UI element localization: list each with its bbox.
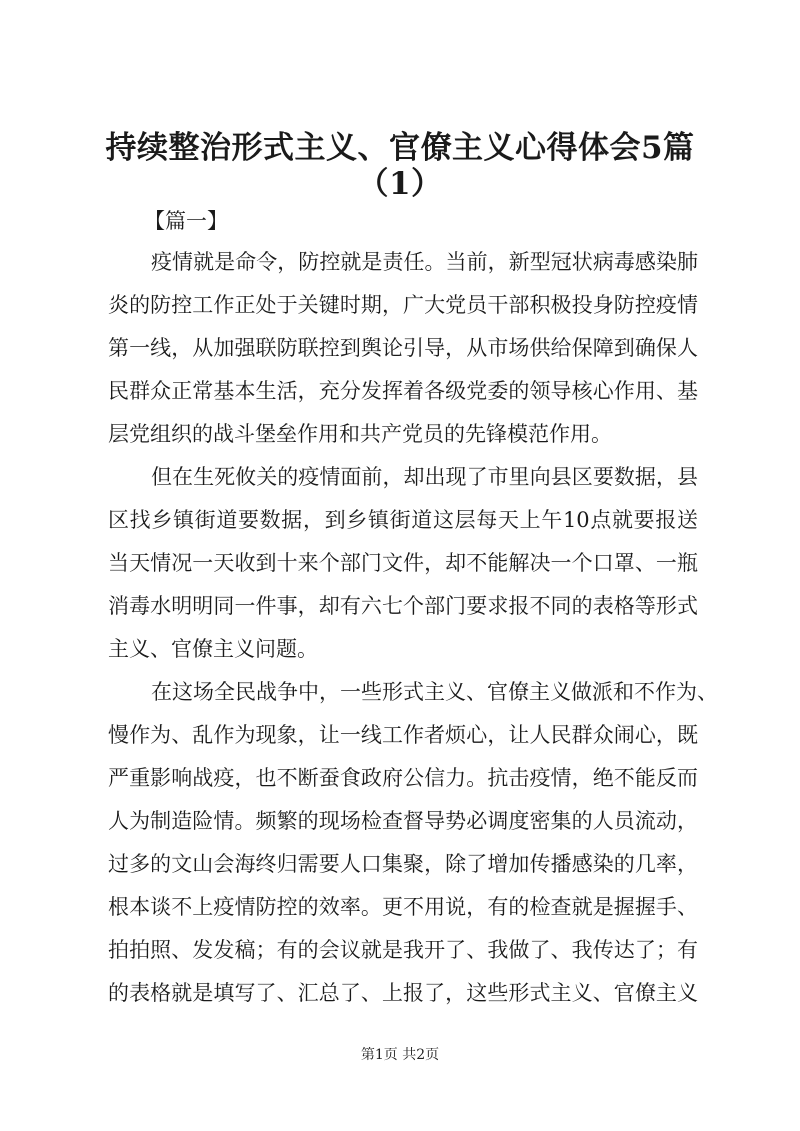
paragraph-1-line-3: 第一线，从加强联防联控到舆论引导，从市场供给保障到确保人: [108, 336, 698, 360]
paragraph-2-line-4: 消毒水明明同一件事，却有六七个部门要求报不同的表格等形式: [108, 594, 698, 618]
paragraph-3-line-7: 拍拍照、发发稿；有的会议就是我开了、我做了、我传达了；有: [108, 938, 698, 962]
paragraph-1-line-4: 民群众正常基本生活，充分发挥着各级党委的领导核心作用、基: [108, 379, 698, 403]
paragraph-3-line-5: 过多的文山会海终归需要人口集聚，除了增加传播感染的几率，: [108, 852, 698, 876]
paragraph-2-line-3: 当天情况一天收到十来个部门文件，却不能解决一个口罩、一瓶: [108, 551, 698, 575]
paragraph-1-line-2: 炎的防控工作正处于关键时期，广大党员干部积极投身防控疫情: [108, 293, 698, 317]
paragraph-3-line-2: 慢作为、乱作为现象，让一线工作者烦心，让人民群众闹心，既: [108, 723, 698, 747]
paragraph-3-line-4: 人为制造险情。频繁的现场检查督导势必调度密集的人员流动，: [108, 809, 698, 833]
paragraph-2-line-2: 区找乡镇街道要数据，到乡镇街道这层每天上午10点就要报送: [108, 508, 698, 532]
paragraph-3-line-6: 根本谈不上疫情防控的效率。更不用说，有的检查就是握握手、: [108, 895, 698, 919]
page-footer: 第1页 共2页: [360, 1047, 440, 1063]
paragraph-3-line-8: 的表格就是填写了、汇总了、上报了，这些形式主义、官僚主义: [108, 981, 698, 1005]
paragraph-1-line-5: 层党组织的战斗堡垒作用和共产党员的先锋模范作用。: [108, 422, 612, 446]
paragraph-2-line-1: 但在生死攸关的疫情面前，却出现了市里向县区要数据，县: [151, 465, 698, 489]
document-title: 持续整治形式主义、官僚主义心得体会5篇: [105, 130, 695, 166]
paragraph-1-line-1: 疫情就是命令，防控就是责任。当前，新型冠状病毒感染肺: [151, 250, 698, 274]
paragraph-3-line-1: 在这场全民战争中，一些形式主义、官僚主义做派和不作为、: [151, 680, 718, 704]
paragraph-2-line-5: 主义、官僚主义问题。: [108, 637, 318, 661]
section-heading: 【篇一】: [144, 209, 228, 233]
document-title-suffix: （1）: [357, 166, 443, 202]
paragraph-3-line-3: 严重影响战疫，也不断蚕食政府公信力。抗击疫情，绝不能反而: [108, 766, 698, 790]
